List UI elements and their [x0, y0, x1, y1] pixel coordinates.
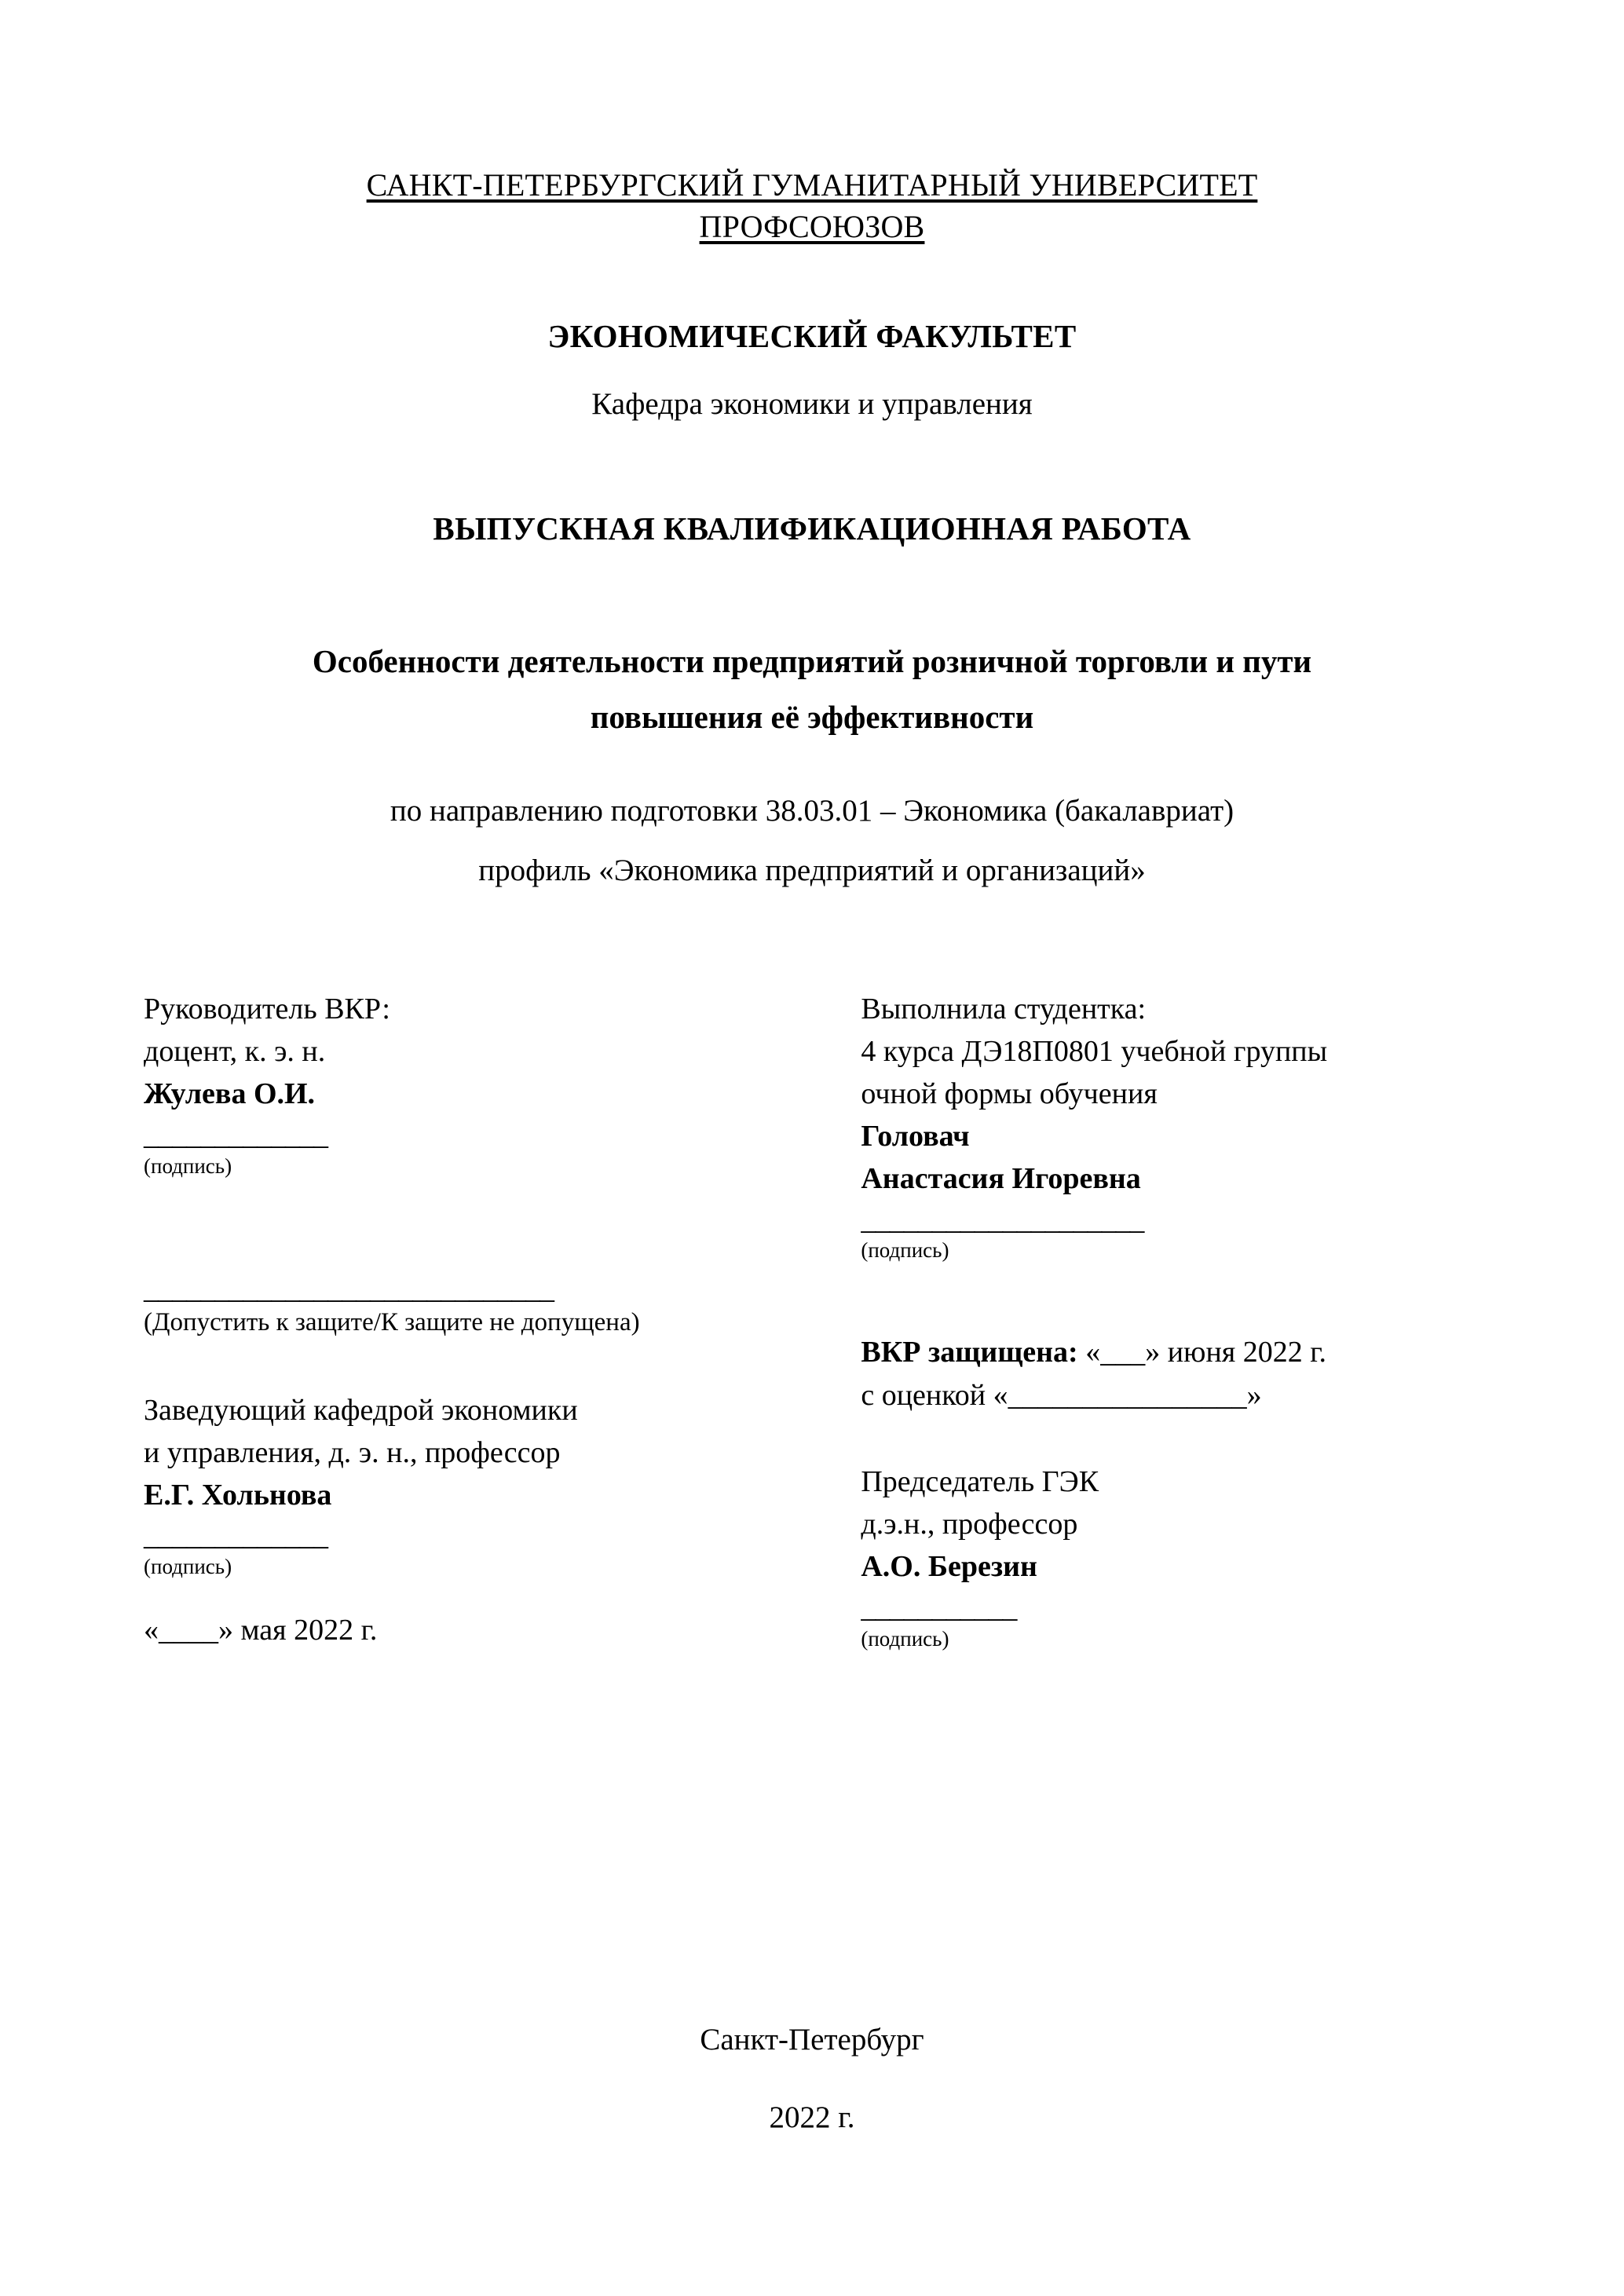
right-column [839, 989, 1487, 1651]
gek-chair-signature-caption: (подпись) [861, 1626, 949, 1651]
supervisor-role: Руководитель ВКР: [144, 992, 390, 1026]
defense-block [861, 1331, 1487, 1417]
student-surname: Головач [861, 1119, 970, 1153]
head-name: Е.Г. Хольнова [144, 1478, 332, 1512]
profile-line: профиль «Экономика предприятий и организаций» [478, 854, 1146, 888]
gek-chair-block [861, 1461, 1487, 1651]
defense-line [861, 1331, 1487, 1374]
head-of-department-block [144, 1390, 839, 1647]
defense-grade-line: с оценкой «________________» [861, 1378, 1262, 1412]
gek-chair-name: А.О. Березин [861, 1549, 1037, 1583]
admission-block [144, 1273, 839, 1340]
left-column [137, 989, 839, 1651]
head-role-line2: и управления, д. э. н., профессор [144, 1435, 561, 1469]
defense-label: ВКР защищена: [861, 1335, 1078, 1369]
defense-date: «___» июня 2022 г. [1085, 1335, 1327, 1369]
gek-chair-role: Председатель ГЭК [861, 1465, 1099, 1499]
document-type: ВЫПУСКНАЯ КВАЛИФИКАЦИОННАЯ РАБОТА [433, 510, 1191, 547]
student-block [861, 989, 1487, 1263]
thesis-title-line2: повышения её эффективности [590, 699, 1034, 736]
student-signature-caption: (подпись) [861, 1238, 949, 1263]
gek-chair-degree: д.э.н., профессор [861, 1507, 1078, 1541]
student-form: очной формы обучения [861, 1077, 1158, 1110]
head-date-line: «____» мая 2022 г. [144, 1613, 378, 1647]
student-role: Выполнила студентка: [861, 992, 1147, 1026]
supervisor-block [144, 989, 839, 1179]
student-signature-rule: ____________________ [861, 1202, 1144, 1236]
program-line: по направлению подготовки 38.03.01 – Экономика (бакалавриат) [390, 794, 1234, 828]
footer-city: Санкт-Петербург [700, 2023, 924, 2057]
footer-year: 2022 г. [769, 2100, 855, 2134]
student-group: 4 курса ДЭ18П0801 учебной группы [861, 1034, 1328, 1068]
student-firstname-patronymic: Анастасия Игоревна [861, 1161, 1141, 1195]
head-signature-rule: _____________ [144, 1519, 327, 1552]
faculty-name: ЭКОНОМИЧЕСКИЙ ФАКУЛЬТЕТ [547, 317, 1077, 354]
supervisor-signature-caption: (подпись) [144, 1153, 232, 1178]
gek-chair-signature-rule: ___________ [861, 1590, 1017, 1624]
admission-note: (Допустить к защите/К защите не допущена) [144, 1307, 640, 1336]
university-name [137, 165, 1487, 248]
signature-area [137, 989, 1487, 1651]
page-footer [0, 2016, 1624, 2142]
admission-rule: _____________________________ [144, 1271, 554, 1305]
supervisor-degree: доцент, к. э. н. [144, 1034, 326, 1068]
head-signature-caption: (подпись) [144, 1555, 232, 1579]
department-name: Кафедра экономики и управления [591, 386, 1033, 421]
thesis-title-line1: Особенности деятельности предприятий розничной торговли и пути [312, 642, 1312, 679]
supervisor-signature-rule: _____________ [144, 1117, 327, 1151]
supervisor-name: Жулева О.И. [144, 1077, 316, 1110]
university-name-line1: САНКТ-ПЕТЕРБУРГСКИЙ ГУМАНИТАРНЫЙ УНИВЕРСИТЕТ [366, 167, 1258, 203]
head-role-line1: Заведующий кафедрой экономики [144, 1393, 578, 1427]
university-name-line2: ПРОФСОЮЗОВ [699, 208, 925, 244]
thesis-title [137, 634, 1487, 747]
